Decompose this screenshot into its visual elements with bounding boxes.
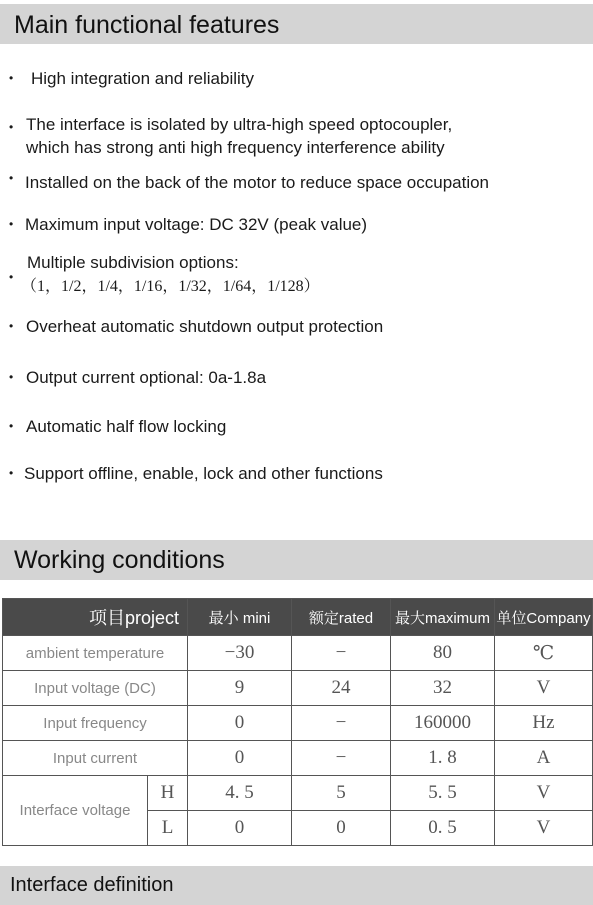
interface-section-title: Interface definition — [10, 874, 174, 896]
cell-unit: V — [495, 671, 593, 706]
cell-rated: 0 — [292, 811, 391, 846]
row-label: ambient temperature — [3, 636, 188, 671]
row-label: Input frequency — [3, 706, 188, 741]
table-row — [3, 671, 593, 706]
row-label: Input voltage (DC) — [3, 671, 188, 706]
conditions-section-header — [0, 540, 593, 580]
cell-rated: − — [292, 636, 391, 671]
bullet-icon: • — [9, 370, 14, 384]
cell-min: 0 — [188, 706, 292, 741]
bullet-icon: • — [9, 466, 14, 480]
features-section-header — [0, 4, 593, 44]
feature-text: Output current optional: 0a-1.8a — [26, 368, 267, 387]
feature-text: High integration and reliability — [31, 69, 255, 88]
feature-text: Multiple subdivision options: — [27, 253, 239, 272]
feature-text: Support offline, enable, lock and other functions — [24, 464, 383, 483]
bullet-icon: • — [9, 171, 14, 185]
row-label: Interface voltage — [3, 776, 148, 846]
cell-max: 0. 5 — [391, 811, 495, 846]
cell-unit: ℃ — [495, 636, 593, 671]
cell-unit: A — [495, 741, 593, 776]
cell-max: 5. 5 — [391, 776, 495, 811]
bullet-icon: • — [9, 270, 14, 284]
cell-unit: V — [495, 776, 593, 811]
features-section-title: Main functional features — [14, 11, 280, 39]
header-project: 项目project — [3, 599, 188, 636]
feature-text: Installed on the back of the motor to reduce space occupation — [25, 173, 490, 192]
bullet-icon: • — [9, 319, 14, 333]
cell-min: 0 — [188, 811, 292, 846]
bullet-icon: • — [9, 217, 14, 231]
cell-sub-high: H — [148, 776, 188, 811]
cell-rated: 24 — [292, 671, 391, 706]
cell-rated: 5 — [292, 776, 391, 811]
header-max: 最大maximum — [391, 599, 495, 636]
table-row — [3, 636, 593, 671]
cell-unit: V — [495, 811, 593, 846]
feature-text: Automatic half flow locking — [26, 417, 227, 436]
cell-min: 0 — [188, 741, 292, 776]
feature-text-continued: （1，1/2，1/4，1/16，1/32，1/64，1/128） — [21, 278, 320, 295]
header-min: 最小 mini — [188, 599, 292, 636]
bullet-icon: • — [9, 120, 14, 134]
interface-section-header — [0, 866, 593, 905]
cell-unit: Hz — [495, 706, 593, 741]
cell-min: 9 — [188, 671, 292, 706]
feature-text: The interface is isolated by ultra-high speed optocoupler, — [26, 115, 453, 134]
table-header-row — [3, 599, 593, 636]
cell-max: 80 — [391, 636, 495, 671]
conditions-section-title: Working conditions — [14, 546, 225, 574]
cell-min: −30 — [188, 636, 292, 671]
feature-text: Overheat automatic shutdown output protection — [26, 317, 384, 336]
table-row — [3, 706, 593, 741]
bullet-icon: • — [9, 419, 14, 433]
cell-rated: − — [292, 706, 391, 741]
bullet-icon: • — [9, 71, 14, 85]
header-rated: 额定rated — [292, 599, 391, 636]
cell-rated: − — [292, 741, 391, 776]
cell-max: 1. 8 — [391, 741, 495, 776]
feature-text: Maximum input voltage: DC 32V (peak value) — [25, 215, 368, 234]
table-row — [3, 741, 593, 776]
cell-max: 160000 — [391, 706, 495, 741]
table-row — [3, 776, 593, 811]
cell-max: 32 — [391, 671, 495, 706]
row-label: Input current — [3, 741, 188, 776]
feature-text-continued: which has strong anti high frequency interference ability — [26, 138, 445, 157]
header-unit: 单位Company — [495, 599, 593, 636]
cell-min: 4. 5 — [188, 776, 292, 811]
working-conditions-table — [2, 598, 593, 846]
cell-sub-low: L — [148, 811, 188, 846]
